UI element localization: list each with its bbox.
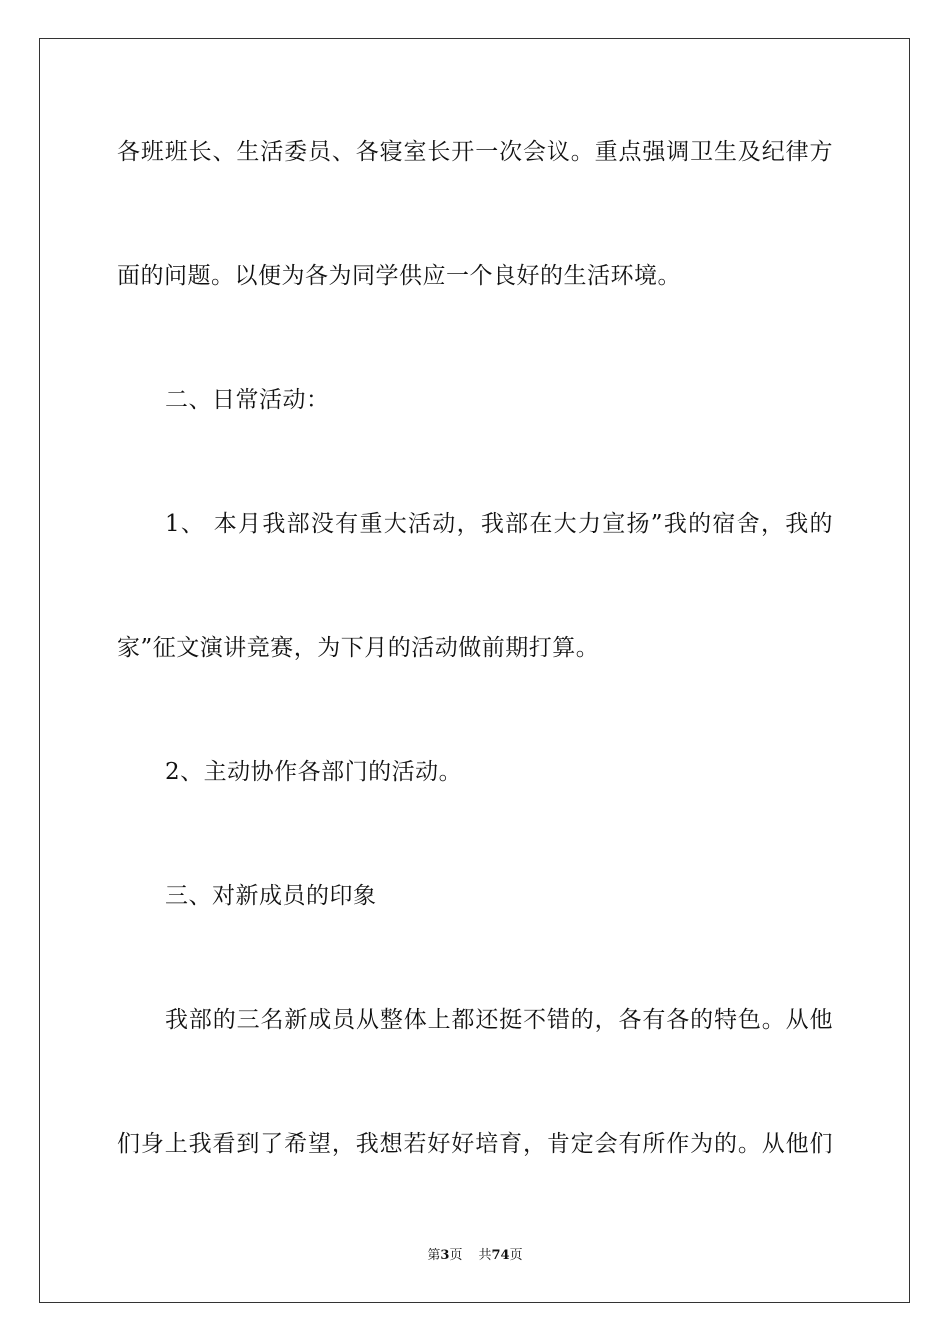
body-line-1: 各班班长、生活委员、各寝室长开一次会议。重点强调卫生及纪律方 [117,139,833,165]
body-line-new-members-1: 我部的三名新成员从整体上都还挺不错的，各有各的特色。从他 [165,1007,833,1033]
total-prefix: 共 [478,1248,492,1263]
section-heading-daily-activities: 二、日常活动： [165,387,330,413]
total-suffix: 页 [509,1248,523,1263]
page-prefix: 第 [427,1248,441,1263]
section-heading-new-members: 三、对新成员的印象 [165,883,377,909]
total-pages: 74 [491,1248,510,1263]
page-footer [0,1247,950,1265]
body-line-2: 面的问题。以便为各为同学供应一个良好的生活环境。 [117,263,681,289]
body-line-new-members-2: 们身上我看到了希望，我想若好好培育，肯定会有所作为的。从他们 [117,1131,833,1157]
body-line-item-1: 1、 本月我部没有重大活动，我部在大力宣扬”我的宿舍，我的 [165,511,833,537]
body-line-item-1-cont: 家”征文演讲竞赛，为下月的活动做前期打算。 [117,635,600,661]
body-line-item-2: 2、主动协作各部门的活动。 [165,759,463,785]
page-suffix: 页 [449,1248,463,1263]
page-border [39,38,910,1303]
page-number: 3 [440,1248,450,1263]
